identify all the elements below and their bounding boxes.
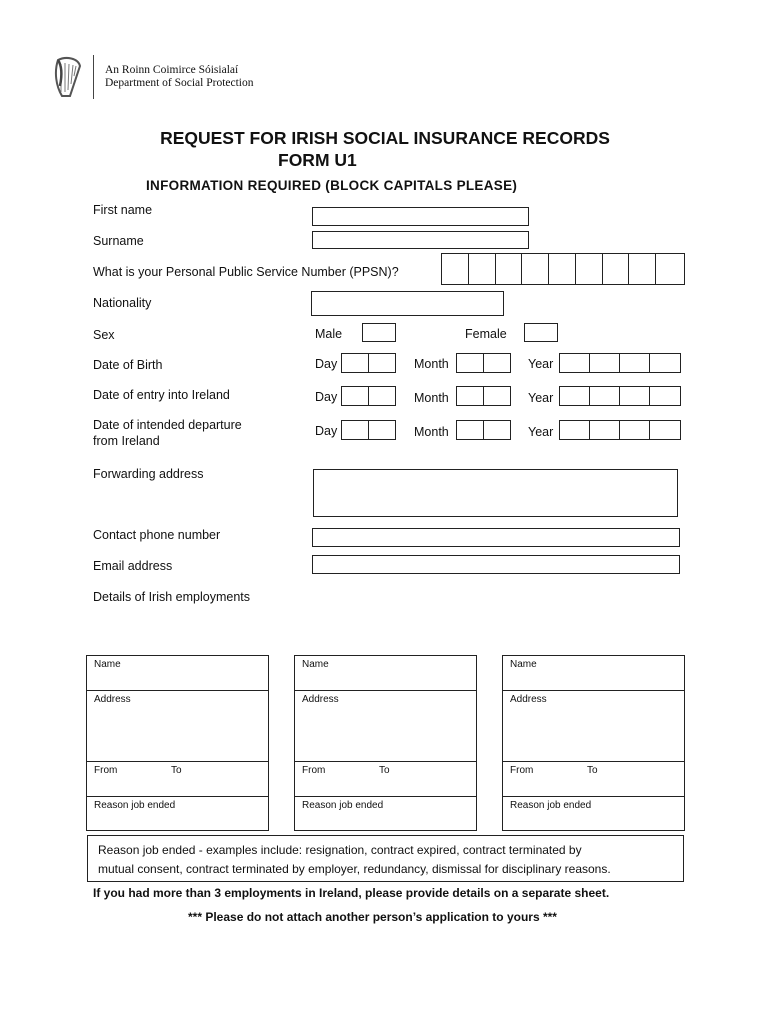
entry-date-label: Date of entry into Ireland: [93, 388, 230, 402]
employment-from-label: From: [94, 765, 118, 776]
first-name-label: First name: [93, 203, 153, 217]
form-number: FORM U1: [278, 150, 357, 170]
employment-box-3: [502, 655, 685, 831]
female-checkbox[interactable]: [524, 323, 558, 342]
employment-reason-label: Reason job ended: [94, 800, 176, 811]
employment-address-label: Address: [510, 694, 547, 705]
ppsn-label: What is your Personal Public Service Number (PPSN)?: [93, 265, 399, 279]
female-label: Female: [465, 327, 507, 341]
surname-label: Surname: [93, 234, 144, 248]
dob-month-label: Month: [414, 357, 449, 371]
employment-reason-label: Reason job ended: [302, 800, 384, 811]
header-divider: [93, 55, 94, 99]
reason-examples-line-1: Reason job ended - examples include: resignation, contract expired, contract terminated by: [98, 843, 582, 857]
employment-box-2: [294, 655, 477, 831]
form-title: REQUEST FOR IRISH SOCIAL INSURANCE RECORDS: [160, 128, 610, 148]
forwarding-address-label: Forwarding address: [93, 467, 204, 481]
male-label: Male: [315, 327, 343, 341]
employment-to-label: To: [587, 765, 598, 776]
entry-day-field[interactable]: [341, 386, 396, 406]
entry-year-field[interactable]: [559, 386, 681, 406]
phone-label: Contact phone number: [93, 528, 221, 542]
nationality-field[interactable]: [311, 291, 504, 316]
dob-month-field[interactable]: [456, 353, 511, 373]
ppsn-field[interactable]: [441, 253, 685, 285]
departure-date-label: Date of intended departure: [93, 418, 242, 432]
employment-reason-field[interactable]: [87, 797, 268, 832]
harp-logo-icon: [52, 56, 84, 100]
departure-day-label: Day: [315, 424, 338, 438]
employment-address-field[interactable]: [295, 691, 476, 762]
employment-address-label: Address: [302, 694, 339, 705]
employment-reason-label: Reason job ended: [510, 800, 592, 811]
departure-year-field[interactable]: [559, 420, 681, 440]
employment-to-label: To: [171, 765, 182, 776]
employment-from-label: From: [302, 765, 326, 776]
employment-reason-field[interactable]: [295, 797, 476, 832]
dob-label: Date of Birth: [93, 358, 163, 372]
dept-name-irish: An Roinn Coimirce Sóisialaí: [105, 64, 239, 76]
dob-day-label: Day: [315, 357, 338, 371]
entry-month-label: Month: [414, 391, 449, 405]
employment-name-label: Name: [94, 659, 121, 670]
employment-address-field[interactable]: [503, 691, 684, 762]
dob-day-field[interactable]: [341, 353, 396, 373]
employment-address-field[interactable]: [87, 691, 268, 762]
employment-box-1: [86, 655, 269, 831]
employment-dates-field[interactable]: [503, 762, 684, 797]
employment-name-field[interactable]: [87, 656, 268, 691]
employments-label: Details of Irish employments: [93, 590, 251, 604]
employment-address-label: Address: [94, 694, 131, 705]
departure-month-label: Month: [414, 425, 449, 439]
employment-to-label: To: [379, 765, 390, 776]
dept-name-english: Department of Social Protection: [105, 77, 254, 89]
employment-name-label: Name: [510, 659, 537, 670]
employment-name-field[interactable]: [295, 656, 476, 691]
email-field[interactable]: [312, 555, 680, 574]
entry-year-label: Year: [528, 391, 554, 405]
employment-dates-field[interactable]: [87, 762, 268, 797]
reason-examples-line-2: mutual consent, contract terminated by employer, redundancy, dismissal for disciplinary reasons.: [98, 862, 611, 876]
more-employments-note: If you had more than 3 employments in Ireland, please provide details on a separate sheet.: [93, 886, 610, 900]
dob-year-label: Year: [528, 357, 554, 371]
first-name-field[interactable]: [312, 207, 529, 226]
employment-name-label: Name: [302, 659, 329, 670]
entry-month-field[interactable]: [456, 386, 511, 406]
do-not-attach-note: *** Please do not attach another person’s application to yours ***: [188, 910, 557, 924]
employment-dates-field[interactable]: [295, 762, 476, 797]
employment-name-field[interactable]: [503, 656, 684, 691]
nationality-label: Nationality: [93, 296, 152, 310]
departure-date-label-2: from Ireland: [93, 434, 160, 448]
dob-year-field[interactable]: [559, 353, 681, 373]
employment-reason-field[interactable]: [503, 797, 684, 832]
surname-field[interactable]: [312, 231, 529, 249]
departure-month-field[interactable]: [456, 420, 511, 440]
entry-day-label: Day: [315, 390, 338, 404]
reason-examples-note: [87, 835, 684, 882]
male-checkbox[interactable]: [362, 323, 396, 342]
departure-year-label: Year: [528, 425, 554, 439]
forwarding-address-field[interactable]: [313, 469, 678, 517]
phone-field[interactable]: [312, 528, 680, 547]
email-label: Email address: [93, 559, 173, 573]
employment-from-label: From: [510, 765, 534, 776]
form-subtitle: INFORMATION REQUIRED (BLOCK CAPITALS PLEASE): [146, 178, 518, 193]
sex-label: Sex: [93, 328, 115, 342]
departure-day-field[interactable]: [341, 420, 396, 440]
